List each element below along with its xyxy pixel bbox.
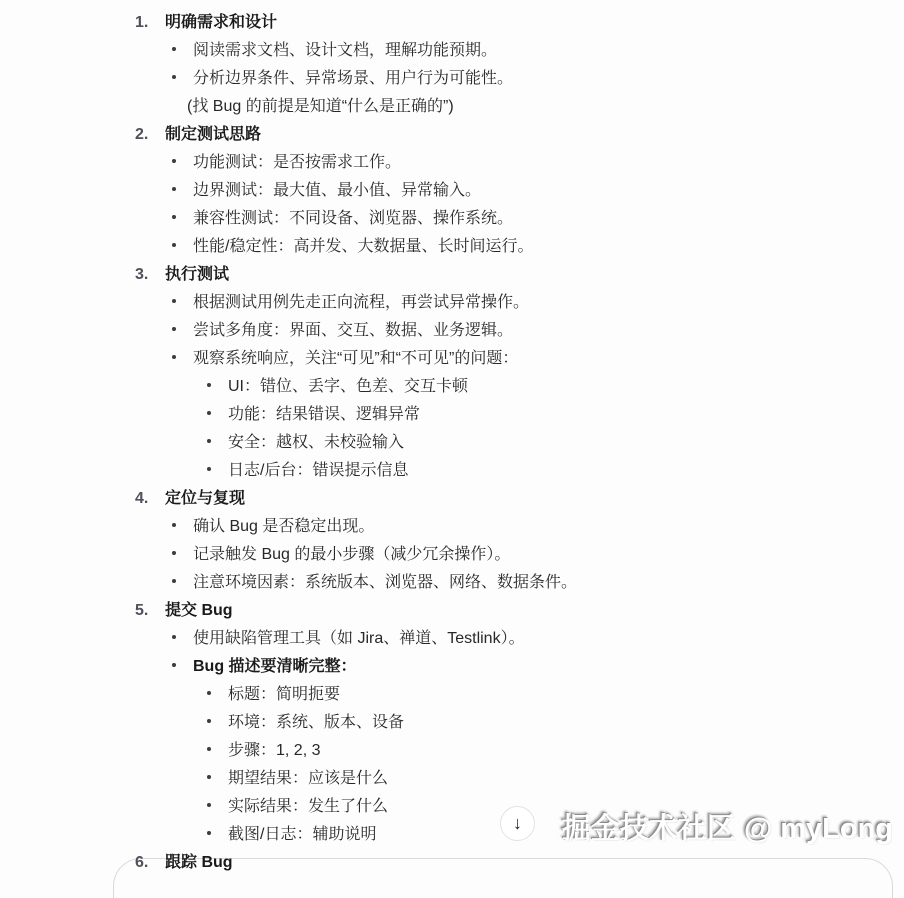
list-item: [135, 569, 755, 597]
bullet-dot: [207, 439, 211, 443]
list-item-text: 期望结果：应该是什么: [228, 770, 389, 787]
list-item: [135, 653, 755, 681]
list-subitem: [135, 737, 755, 765]
section-heading-4: [135, 485, 755, 513]
list-item-text: 功能：结果错误、逻辑异常: [228, 406, 421, 423]
scroll-to-bottom-button[interactable]: [500, 806, 535, 841]
section-heading-1: [135, 9, 755, 37]
list-item-text: 标题：简明扼要: [228, 686, 341, 703]
list-item: [135, 233, 755, 261]
list-item-text: 环境：系统、版本、设备: [228, 714, 405, 731]
bullet-dot: [207, 747, 211, 751]
list-number: 1.: [135, 14, 149, 31]
arrow-down-icon: ↓: [513, 813, 522, 833]
list-number: 6.: [135, 854, 149, 871]
bullet-dot: [172, 215, 176, 219]
list-item-text: 日志/后台：错误提示信息: [228, 462, 409, 479]
list-item-text: 功能测试：是否按需求工作。: [193, 154, 402, 171]
list-item-text: 截图/日志：辅助说明: [228, 826, 377, 843]
list-item-text: 边界测试：最大值、最小值、异常输入。: [193, 182, 482, 199]
list-item-text: 使用缺陷管理工具（如 Jira、禅道、Testlink）。: [193, 630, 525, 647]
section-heading-3: [135, 261, 755, 289]
bullet-dot: [207, 775, 211, 779]
list-item: [135, 513, 755, 541]
list-item-text: 尝试多角度：界面、交互、数据、业务逻辑。: [193, 322, 514, 339]
bullet-dot: [172, 663, 176, 667]
section-title: 执行测试: [165, 266, 230, 283]
bullet-dot: [172, 187, 176, 191]
list-subitem: [135, 457, 755, 485]
section-title: 制定测试思路: [165, 126, 262, 143]
list-item: [135, 149, 755, 177]
list-item-text: 安全：越权、未校验输入: [228, 434, 405, 451]
bullet-dot: [207, 803, 211, 807]
list-subitem: [135, 709, 755, 737]
list-subitem: [135, 401, 755, 429]
list-number: 5.: [135, 602, 149, 619]
list-item-text: 步骤：1, 2, 3: [228, 742, 321, 759]
bullet-dot: [172, 635, 176, 639]
bullet-dot: [172, 47, 176, 51]
bullet-dot: [172, 523, 176, 527]
list-subitem: [135, 429, 755, 457]
bullet-dot: [207, 383, 211, 387]
section-heading-5: [135, 597, 755, 625]
bullet-dot: [207, 467, 211, 471]
list-item-text: UI：错位、丢字、色差、交互卡顿: [228, 378, 469, 395]
assistant-message: [135, 9, 755, 877]
list-item-text: 分析边界条件、异常场景、用户行为可能性。: [193, 70, 514, 87]
list-item-text: 注意环境因素：系统版本、浏览器、网络、数据条件。: [193, 574, 578, 591]
list-subitem: [135, 681, 755, 709]
bullet-dot: [172, 299, 176, 303]
list-item: [135, 541, 755, 569]
section-heading-2: [135, 121, 755, 149]
bullet-dot: [172, 579, 176, 583]
list-item: [135, 65, 755, 93]
list-item-text: 性能/稳定性：高并发、大数据量、长时间运行。: [193, 238, 534, 255]
section-title: 定位与复现: [165, 490, 246, 507]
section-title: 提交 Bug: [165, 602, 233, 619]
list-item-text: 记录触发 Bug 的最小步骤（减少冗余操作）。: [193, 546, 511, 563]
list-item: [135, 345, 755, 373]
list-item-text: Bug 描述要清晰完整：: [193, 658, 357, 675]
bullet-dot: [172, 75, 176, 79]
list-item: [135, 205, 755, 233]
section-heading-6: [135, 849, 755, 877]
section-title: 跟踪 Bug: [165, 854, 233, 871]
list-item-text: 观察系统响应，关注“可见”和“不可见”的问题：: [193, 350, 519, 367]
list-subitem: [135, 765, 755, 793]
bullet-dot: [172, 243, 176, 247]
section-title: 明确需求和设计: [165, 14, 278, 31]
list-number: 3.: [135, 266, 149, 283]
list-item-text: 确认 Bug 是否稳定出现。: [193, 518, 375, 535]
bullet-dot: [172, 327, 176, 331]
list-item: [135, 317, 755, 345]
watermark-text: 掘金技术社区 @ myLong: [561, 813, 893, 845]
list-item-text: 阅读需求文档、设计文档，理解功能预期。: [193, 42, 498, 59]
bullet-dot: [172, 159, 176, 163]
note-text: (找 Bug 的前提是知道“什么是正确的”): [187, 98, 454, 115]
list-item: [135, 625, 755, 653]
bullet-dot: [207, 691, 211, 695]
bullet-dot: [207, 831, 211, 835]
list-subitem: [135, 373, 755, 401]
list-number: 4.: [135, 490, 149, 507]
bullet-dot: [172, 355, 176, 359]
bullet-dot: [172, 551, 176, 555]
bullet-dot: [207, 411, 211, 415]
list-item: [135, 177, 755, 205]
list-item-text: 根据测试用例先走正向流程，再尝试异常操作。: [193, 294, 530, 311]
list-item-text: 实际结果：发生了什么: [228, 798, 389, 815]
list-item: [135, 289, 755, 317]
list-number: 2.: [135, 126, 149, 143]
list-item: [135, 37, 755, 65]
list-item-text: 兼容性测试：不同设备、浏览器、操作系统。: [193, 210, 514, 227]
bullet-dot: [207, 719, 211, 723]
